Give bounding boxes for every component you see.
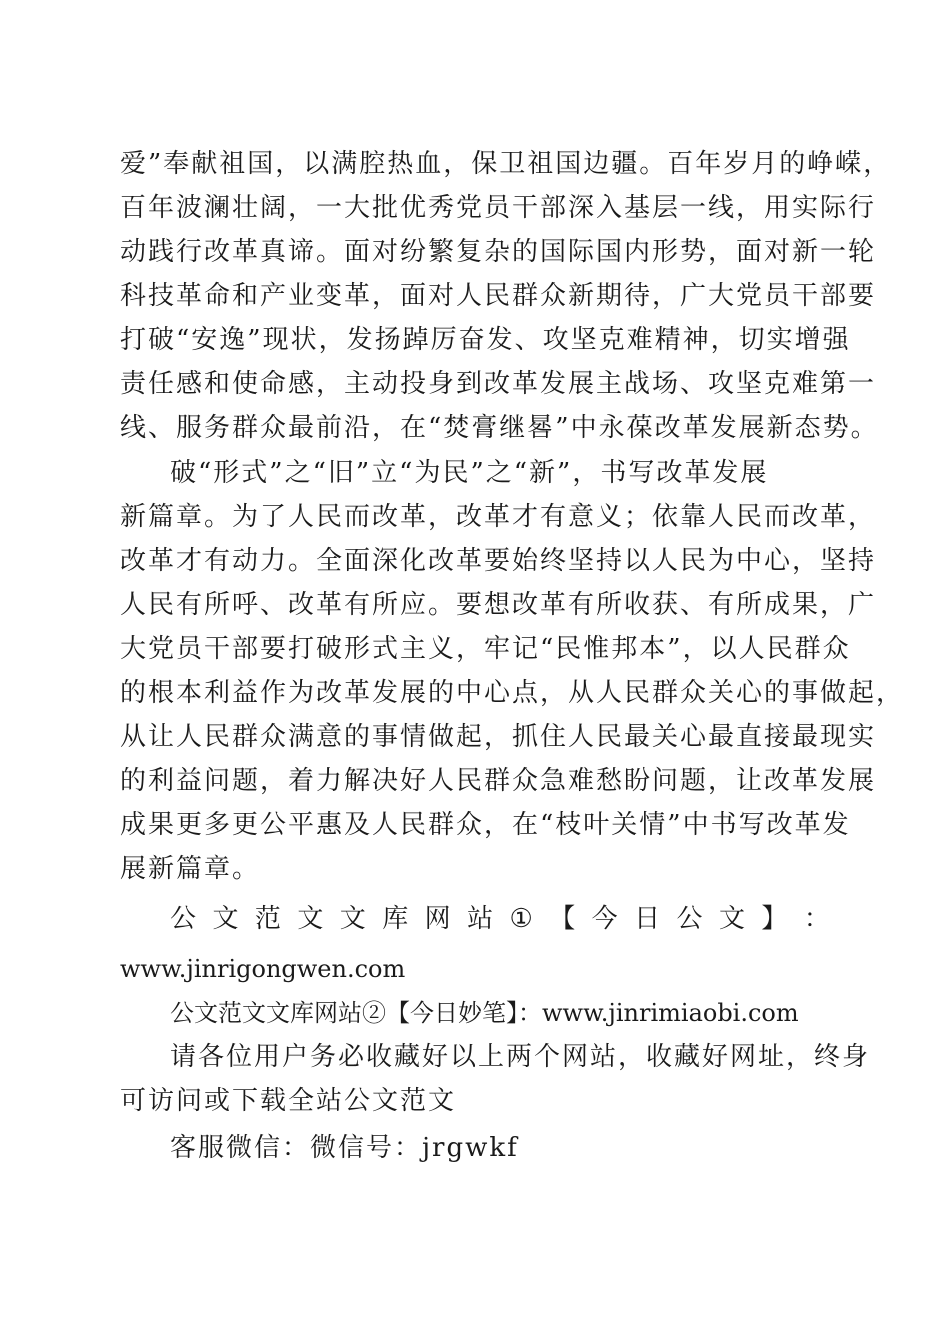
paragraph-2-line-9: 成果更多更公平惠及人民群众，在“枝叶关情”中书写改革发 — [120, 810, 851, 840]
website-1-char: 文 — [718, 904, 745, 934]
website-1-label — [170, 897, 830, 941]
website-1-char: 】 — [761, 904, 788, 934]
website-1-char: 范 — [254, 904, 281, 934]
paragraph-1-line-4: 科技革命和产业变革，面对人民群众新期待，广大党员干部要 — [120, 281, 877, 311]
website-1-char: ： — [803, 904, 830, 934]
paragraph-2-line-7: 从让人民群众满意的事情做起，抓住人民最关心最直接最现实 — [120, 722, 877, 752]
website-1-char: 文 — [297, 904, 324, 934]
paragraph-2-line-2: 新篇章。为了人民而改革，改革才有意义；依靠人民而改革， — [120, 502, 877, 532]
website-1-char: ① — [509, 904, 533, 934]
website-2-line[interactable]: 公文范文文库网站②【今日妙笔】：www.jinrimiaobi.com — [170, 999, 799, 1027]
paragraph-2-line-8: 的利益问题，着力解决好人民群众急难愁盼问题，让改革发展 — [120, 766, 877, 796]
bookmark-notice-line-2: 可访问或下载全站公文范文 — [120, 1086, 457, 1116]
paragraph-2-line-6: 的根本利益作为改革发展的中心点，从人民群众关心的事做起， — [120, 678, 905, 708]
paragraph-2-line-10: 展新篇章。 — [120, 854, 261, 884]
website-1-char: 文 — [339, 904, 366, 934]
website-1-char: 公 — [170, 904, 197, 934]
website-1-url[interactable]: www.jinrigongwen.com — [120, 955, 406, 983]
paragraph-1-line-6: 责任感和使命感，主动投身到改革发展主战场、攻坚克难第一 — [120, 369, 877, 399]
website-1-char: 库 — [382, 904, 409, 934]
website-1-char: 公 — [676, 904, 703, 934]
paragraph-2-line-3: 改革才有动力。全面深化改革要始终坚持以人民为中心，坚持 — [120, 546, 877, 576]
bookmark-notice-line-1: 请各位用户务必收藏好以上两个网站，收藏好网址，终身 — [170, 1042, 871, 1072]
website-1-char: 站 — [467, 904, 494, 934]
paragraph-1-line-2: 百年波澜壮阔，一大批优秀党员干部深入基层一线，用实际行 — [120, 193, 877, 223]
paragraph-1-line-5: 打破“安逸”现状，发扬踔厉奋发、攻坚克难精神，切实增强 — [120, 325, 851, 355]
paragraph-2-line-4: 人民有所呼、改革有所应。要想改革有所收获、有所成果，广 — [120, 590, 877, 620]
paragraph-2-line-1: 破“形式”之“旧”立“为民”之“新”，书写改革发展 — [170, 458, 769, 488]
website-1-char: 文 — [212, 904, 239, 934]
paragraph-1-line-3: 动践行改革真谛。面对纷繁复杂的国际国内形势，面对新一轮 — [120, 237, 877, 267]
paragraph-1-line-7: 线、服务群众最前沿，在“焚膏继晷”中永葆改革发展新态势。 — [120, 413, 879, 443]
paragraph-2-line-5: 大党员干部要打破形式主义，牢记“民惟邦本”，以人民群众 — [120, 634, 851, 664]
website-1-char: 日 — [634, 904, 661, 934]
customer-service-wechat: 客服微信：微信号：jrgwkf — [170, 1133, 519, 1163]
paragraph-1-line-1: 爱”奉献祖国，以满腔热血，保卫祖国边疆。百年岁月的峥嵘， — [120, 149, 892, 179]
website-1-char: 网 — [424, 904, 451, 934]
website-1-char: 【 — [549, 904, 576, 934]
website-1-char: 今 — [591, 904, 618, 934]
